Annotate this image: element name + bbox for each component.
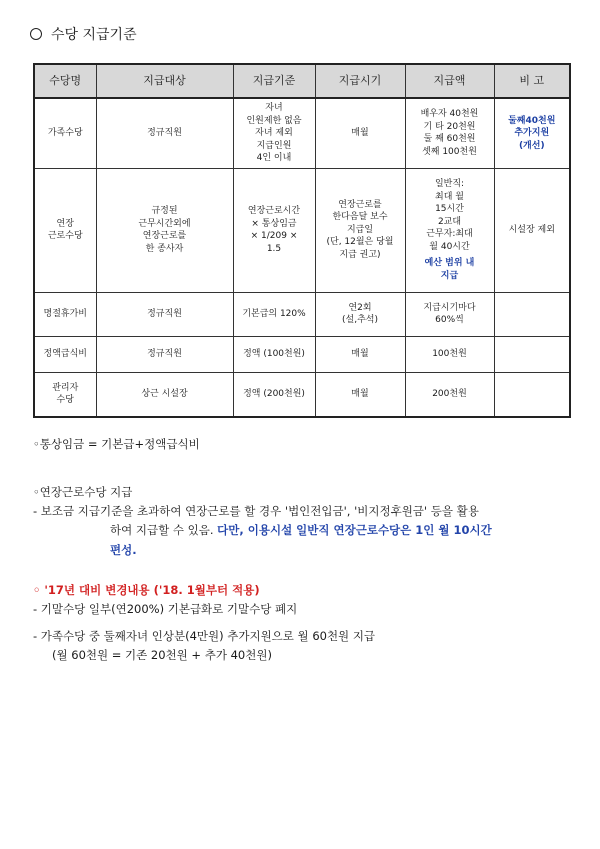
timing-cell: 연장근로를 한다음달 보수 지급일 (단, 12월은 당월 지급 권고) [315, 168, 405, 292]
criteria-cell: 정액 (200천원) [233, 372, 315, 417]
section-title: 수당 지급기준 [30, 24, 137, 44]
amount-cell: 100천원 [405, 336, 494, 372]
timing-cell: 매월 [315, 336, 405, 372]
note-cell: 시설장 제외 [494, 168, 570, 292]
amount-cell: 일반직: 최대 월 15시간 2교대 근무자:최대 월 40시간 예산 범위 내 지급 [405, 168, 494, 292]
target-cell: 상근 시설장 [96, 372, 233, 417]
amount-cell: 배우자 40천원 기 타 20천원 둘 째 60천원 셋째 100천원 [405, 98, 494, 168]
timing-cell: 매월 [315, 372, 405, 417]
overtime-paragraph-line3: 편성. [110, 543, 137, 557]
changes-heading: ◦ '17년 대비 변경내용 ('18. 1월부터 적용) [33, 583, 260, 597]
change-item: - 기말수당 일부(연200%) 기본급화로 기말수당 폐지 [33, 602, 298, 616]
note-cell [494, 372, 570, 417]
allowance-name-cell: 정액급식비 [34, 336, 96, 372]
overtime-heading: ◦연장근로수당 지급 [33, 485, 133, 499]
target-cell: 규정된 근무시간외에 연장근로를 한 종사자 [96, 168, 233, 292]
overtime-paragraph-line1: - 보조금 지급기준을 초과하여 연장근로를 할 경우 '법인전입금', '비지정후원금' 등을 활용 [33, 504, 479, 518]
overtime-highlight: 다만, 이용시설 일반직 연장근로수당은 1인 월 10시간 [217, 523, 492, 537]
note-cell [494, 336, 570, 372]
criteria-cell: 정액 (100천원) [233, 336, 315, 372]
budget-note: 예산 범위 내 [424, 258, 475, 268]
allowance-name-cell: 연장 근로수당 [34, 168, 96, 292]
change-item: - 가족수당 중 둘째자녀 인상분(4만원) 추가지원으로 월 60천원 지급 [33, 629, 376, 643]
ordinary-wage-line: ◦통상임금 = 기본급+정액급식비 [33, 437, 200, 451]
timing-cell: 연2회 (설,추석) [315, 292, 405, 336]
allowance-name-cell: 명절휴가비 [34, 292, 96, 336]
table-row [34, 168, 570, 292]
table-row [34, 292, 570, 336]
criteria-cell: 기본급의 120% [233, 292, 315, 336]
target-cell: 정규직원 [96, 98, 233, 168]
target-cell: 정규직원 [96, 292, 233, 336]
table-row [34, 98, 570, 168]
note-cell: 둘째40천원 추가지원 (개선) [494, 98, 570, 168]
change-item-detail: (월 60천원 = 기존 20천원 + 추가 40천원) [52, 648, 272, 662]
amount-cell: 200천원 [405, 372, 494, 417]
allowance-name-cell: 가족수당 [34, 98, 96, 168]
allowance-name-cell: 관리자 수당 [34, 372, 96, 417]
header-cell: 지급액 [405, 64, 494, 98]
header-cell: 지급대상 [96, 64, 233, 98]
overtime-paragraph-line2: 하여 지급할 수 있음. 다만, 이용시설 일반직 연장근로수당은 1인 월 10시간 [110, 523, 492, 537]
header-cell: 지급기준 [233, 64, 315, 98]
target-cell: 정규직원 [96, 336, 233, 372]
criteria-cell: 자녀 인원제한 없음 자녀 제외 지급인원 4인 이내 [233, 98, 315, 168]
allowance-table [33, 63, 571, 418]
criteria-cell: 연장근로시간 × 통상임금 × 1/209 × 1.5 [233, 168, 315, 292]
note-cell [494, 292, 570, 336]
table-row [34, 372, 570, 417]
table-header-row [34, 64, 570, 98]
timing-cell: 매월 [315, 98, 405, 168]
amount-cell: 지급시기마다 60%씩 [405, 292, 494, 336]
header-cell: 지급시기 [315, 64, 405, 98]
header-cell: 비 고 [494, 64, 570, 98]
table-row [34, 336, 570, 372]
circle-bullet-icon [30, 28, 42, 40]
header-cell: 수당명 [34, 64, 96, 98]
